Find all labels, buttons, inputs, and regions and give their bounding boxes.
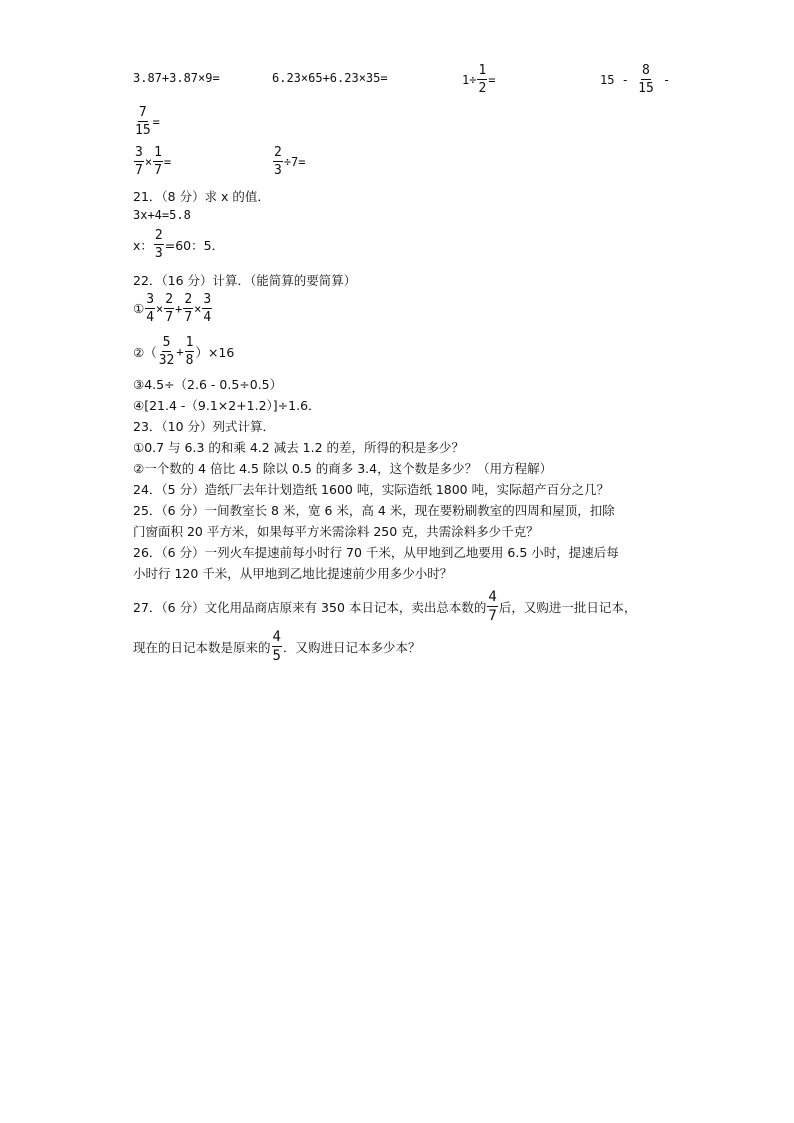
circled-number: ① [133,301,145,316]
q25-line1-text: 25．（6 分）一间教室长 8 米，宽 6 米，高 4 米，现在要粉刷教室的四周和屋顶，扣除 [133,503,615,518]
fraction-2-3 [273,146,283,177]
fraction-1-8 [185,336,195,367]
fraction-2-7 [183,293,193,324]
fraction-4-7 [487,590,497,623]
q21-eq2-prefix: x： [133,237,153,253]
expr-4-suffix: - [655,72,671,87]
numerator: 2 [184,292,193,307]
q25-line1 [133,501,615,519]
q22-part3-text: ③4.5÷（2.6 - 0.5÷0.5） [133,377,283,392]
q22-part2-prefix: ②（ [133,344,157,360]
q23-part2-text: ②一个数的 4 倍比 4.5 除以 0.5 的商多 3.4，这个数是多少？（用方程解） [133,461,553,476]
expr-5 [133,146,171,177]
q27-line1 [133,590,636,623]
numerator: 2 [274,145,282,160]
q22-title [133,271,356,289]
q22-part2-suffix: ）×16 [195,344,235,360]
numerator: 7 [138,105,147,120]
times-sign: × [156,301,164,316]
fraction-2-3 [154,229,164,260]
numerator: 4 [272,629,281,645]
fraction-7-15 [134,106,152,137]
q26-line1-text: 26．（6 分）一列火车提速前每小时行 70 千米，从甲地到乙地要用 6.5 小时，提速后每 [133,545,619,560]
fraction-1-2 [477,64,487,95]
plus-sign: + [176,344,184,359]
fraction-3-7 [134,146,144,177]
q23-title-text: 23．（10 分）列式计算． [133,419,276,434]
q23-part1-text: ①0.7 与 6.3 的和乘 4.2 减去 1.2 的差，所得的积是多少？ [133,440,465,455]
q21-eq1 [133,208,191,222]
q26-line1 [133,543,619,561]
q25-line2 [133,522,539,540]
denominator: 4 [146,310,155,325]
q26-line2 [133,564,452,582]
denominator: 7 [165,310,174,325]
q22-title-text: 22．（16 分）计算．（能简算的要简算） [133,273,357,288]
fraction-1-7 [153,146,163,177]
expr-1-text: 3.87+3.87×9= [133,71,220,85]
q24-text: 24．（5 分）造纸厂去年计划造纸 1600 吨，实际造纸 1800 吨，实际超产百分之几？ [133,482,610,497]
q23-part1 [133,438,464,456]
fraction-3-4 [145,293,155,324]
denominator: 4 [203,310,212,325]
expr-6 [272,146,306,177]
fraction-3-4 [202,293,212,324]
numerator: 2 [165,292,174,307]
expr-2 [272,71,388,85]
expr-2-text: 6.23×65+6.23×35= [272,71,388,85]
times-sign: × [144,154,153,169]
expr-5-equals: = [163,154,172,169]
times-sign: × [194,301,202,316]
numerator: 1 [478,63,487,78]
q21-title-text: 21．（8 分）求 x 的值． [133,189,270,204]
denominator: 7 [184,310,193,325]
q26-line2-text: 小时行 120 千米，从甲地到乙地比提速前少用多少小时？ [133,566,453,581]
numerator: 3 [146,292,155,307]
expr-3 [462,64,496,95]
q27-line2-prefix: 现在的日记本数是原来的 [133,639,271,655]
expr-1 [133,71,220,85]
q22-part4 [133,396,321,414]
denominator: 3 [274,163,282,178]
fraction-5-32 [158,336,176,367]
numerator: 1 [154,145,162,160]
denominator: 3 [154,246,163,261]
denominator: 15 [638,81,654,96]
q27-line1-prefix: 27．（6 分）文化用品商店原来有 350 本日记本，卖出总本数的 [133,599,487,615]
q25-line2-text: 门窗面积 20 平方米，如果每平方米需涂料 250 克，共需涂料多少千克？ [133,524,539,539]
numerator: 1 [185,335,194,350]
denominator: 32 [158,353,175,368]
expr-4-continued [133,106,160,137]
numerator: 4 [488,589,497,605]
q22-part4-text: ④[21.4 -（9.1×2+1.2）]÷1.6． [133,398,321,413]
expr-6-suffix: ÷7= [283,154,306,169]
numerator: 2 [154,228,163,243]
denominator: 7 [154,163,162,178]
denominator: 8 [185,353,194,368]
q21-title [133,187,270,205]
q21-eq1-text: 3x+4=5.8 [133,208,191,222]
q22-part3 [133,375,282,393]
q21-eq2 [133,229,224,260]
q23-part2 [133,459,552,477]
denominator: 2 [478,81,487,96]
denominator: 5 [272,648,281,664]
numerator: 3 [135,145,143,160]
q22-part1 [133,293,213,324]
fraction-2-7 [164,293,174,324]
q21-eq2-suffix: =60：5． [164,237,225,253]
q23-title [133,417,275,435]
expr-3-prefix: 1÷ [462,72,477,87]
fraction-4-5 [272,630,282,663]
plus-sign: + [175,301,183,316]
numerator: 5 [162,335,171,350]
denominator: 7 [488,608,497,624]
q27-line1-suffix: 后，又购进一批日记本， [498,599,637,615]
denominator: 7 [135,163,143,178]
denominator: 15 [135,123,151,138]
q22-part2 [133,336,234,367]
fraction-8-15 [637,64,655,95]
numerator: 3 [203,292,212,307]
numerator: 8 [642,63,650,78]
expr-4 [600,64,670,95]
q27-line2 [133,630,420,663]
expr-4-equals: = [152,114,160,129]
expr-3-suffix: = [488,72,496,87]
q24 [133,480,609,498]
expr-4-prefix: 15 - [600,72,637,87]
q27-line2-suffix: ．又购进日记本多少本？ [282,639,421,655]
